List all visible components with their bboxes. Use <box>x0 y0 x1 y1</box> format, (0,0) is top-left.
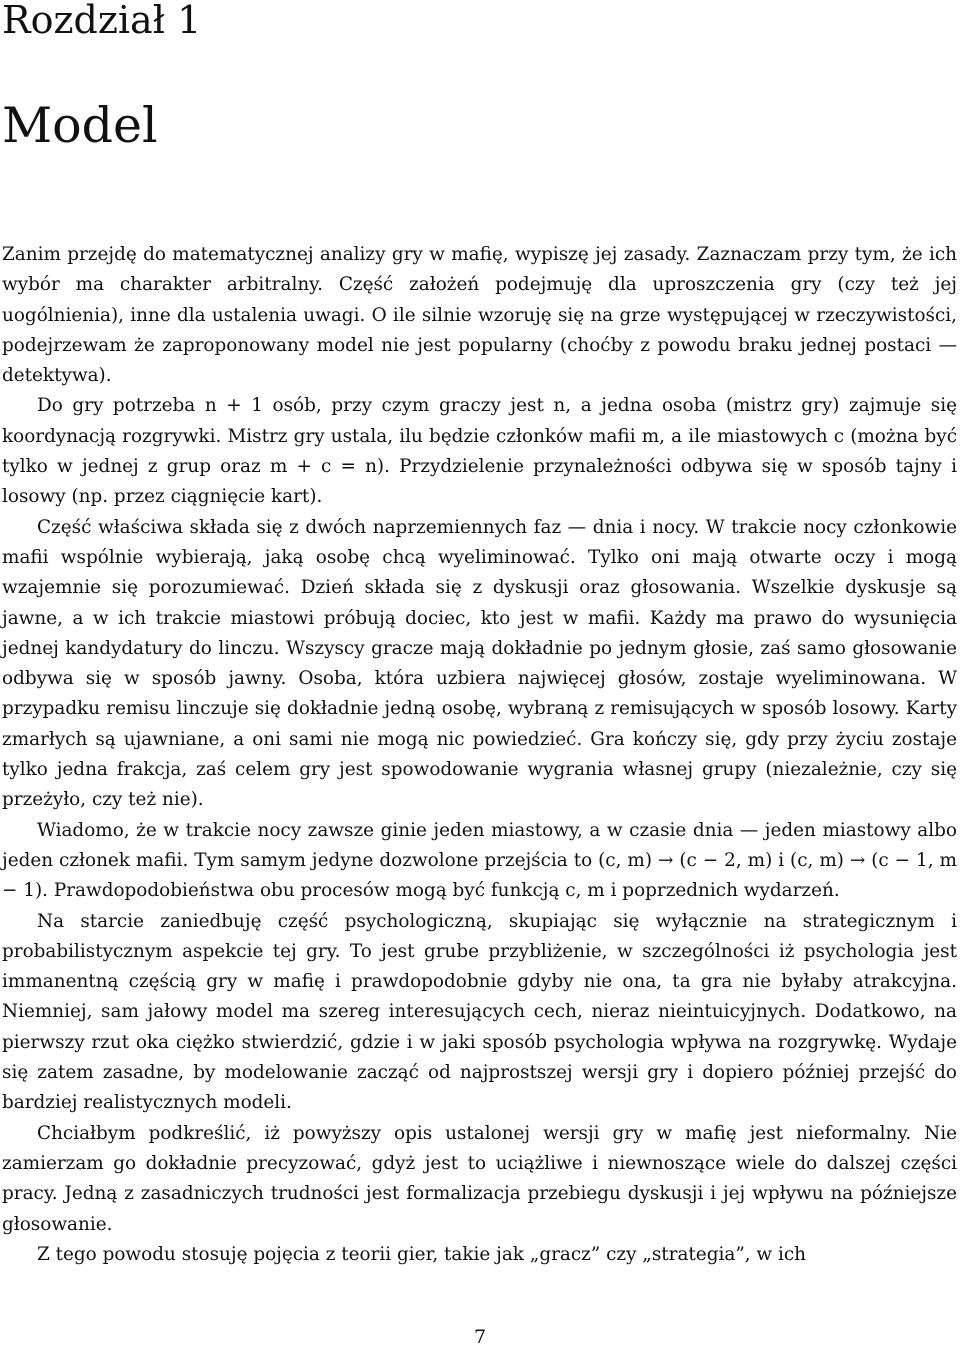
paragraph-phases: Część właściwa składa się z dwóch naprzemiennych faz — dnia i nocy. W trakcie nocy członkowie mafii wspólnie wybierają, jaką osobę chcą wyeliminować. Tylko oni mają otwarte oczy i mogą wzajemnie się porozumiewać. Dzień składa się z dyskusji oraz głosowania. Wszelkie dyskusje są jawne, a w ich trakcie miastowi próbują dociec, kto jest w mafii. Każdy ma prawo do wysunięcia jednej kandydatury do linczu. Wszyscy gracze mają dokładnie po jednym głosie, zaś samo głosowanie odbywa się w sposób jawny. Osoba, która uzbiera najwięcej głosów, zostaje wyeliminowana. W przypadku remisu linczuje się dokładnie jedną osobę, wybraną z remisujących w sposób losowy. Karty zmarłych są ujawniane, a oni sami nie mogą nic powiedzieć. Gra kończy się, gdy przy życiu zostaje tylko jedna frakcja, zaś celem gry jest spowodowanie wygrania własnej grupy (niezależnie, czy się przeżyło, czy też nie). <box>2 516 957 811</box>
paragraph-game-theory: Z tego powodu stosuję pojęcia z teorii gier, takie jak „gracz” czy „strategia”, w ich <box>37 1243 807 1265</box>
chapter-title: Model <box>2 97 158 154</box>
paragraph-transitions: Wiadomo, że w trakcie nocy zawsze ginie jeden miastowy, a w czasie dnia — jeden miastowy albo jeden członek mafii. Tym samym jedyne dozwolone przejścia to (c, m) → (c − 2, m) i (c, m) → (c − 1, m − 1). Prawdopodobieństwa obu procesów mogą być funkcją c, m i poprzednich wydarzeń. <box>2 819 957 902</box>
paragraph-psychology: Na starcie zaniedbuję część psychologiczną, skupiając się wyłącznie na strategicznym i probabilistycznym aspekcie tej gry. To jest grube przybliżenie, w szczególności iż psychologia jest immanentną częścią gry w mafię i prawdopodobnie gdyby nie ona, ta gra nie byłaby atrakcyjna. Niemniej, sam jałowy model ma szereg interesujących cech, nieraz nieintuicyjnych. Dodatkowo, na pierwszy rzut oka ciężko stwierdzić, gdzie i w jaki sposób psychologia wpływa na rozgrywkę. Wydaje się zatem zasadne, by modelowanie zacząć od najprostszej wersji gry i dopiero później przejść do bardziej realistycznych modeli. <box>2 910 957 1114</box>
page-number: 7 <box>473 1326 487 1348</box>
body-text <box>2 240 957 1270</box>
chapter-label: Rozdział 1 <box>2 0 202 42</box>
paragraph-intro: Zanim przejdę do matematycznej analizy gry w mafię, wypiszę jej zasady. Zaznaczam przy tym, że ich wybór ma charakter arbitralny. Część założeń podejmuję dla uproszczenia gry (czy też jej uogólnienia), inne dla ustalenia uwagi. O ile silnie wzoruję się na grze występującej w rzeczywistości, podejrzewam że zaproponowany model nie jest popularny (choćby z powodu braku jednej postaci — detektywa). <box>2 244 957 387</box>
paragraph-players: Do gry potrzeba n + 1 osób, przy czym graczy jest n, a jedna osoba (mistrz gry) zajmuje się koordynacją rozgrywki. Mistrz gry ustala, ilu będzie członków mafii m, a ile miastowych c (można być tylko w jednej z grup oraz m + c = n). Przydzielenie przynależności odbywa się w sposób tajny i losowy (np. przez ciągnięcie kart). <box>2 395 957 508</box>
paragraph-informal: Chciałbym podkreślić, iż powyższy opis ustalonej wersji gry w mafię jest nieformalny. Nie zamierzam go dokładnie precyzować, gdyż jest to uciążliwe i niewnoszące wiele do dalszej części pracy. Jedną z zasadniczych trudności jest formalizacja przebiegu dyskusji i jej wpływu na późniejsze głosowanie. <box>2 1122 957 1235</box>
